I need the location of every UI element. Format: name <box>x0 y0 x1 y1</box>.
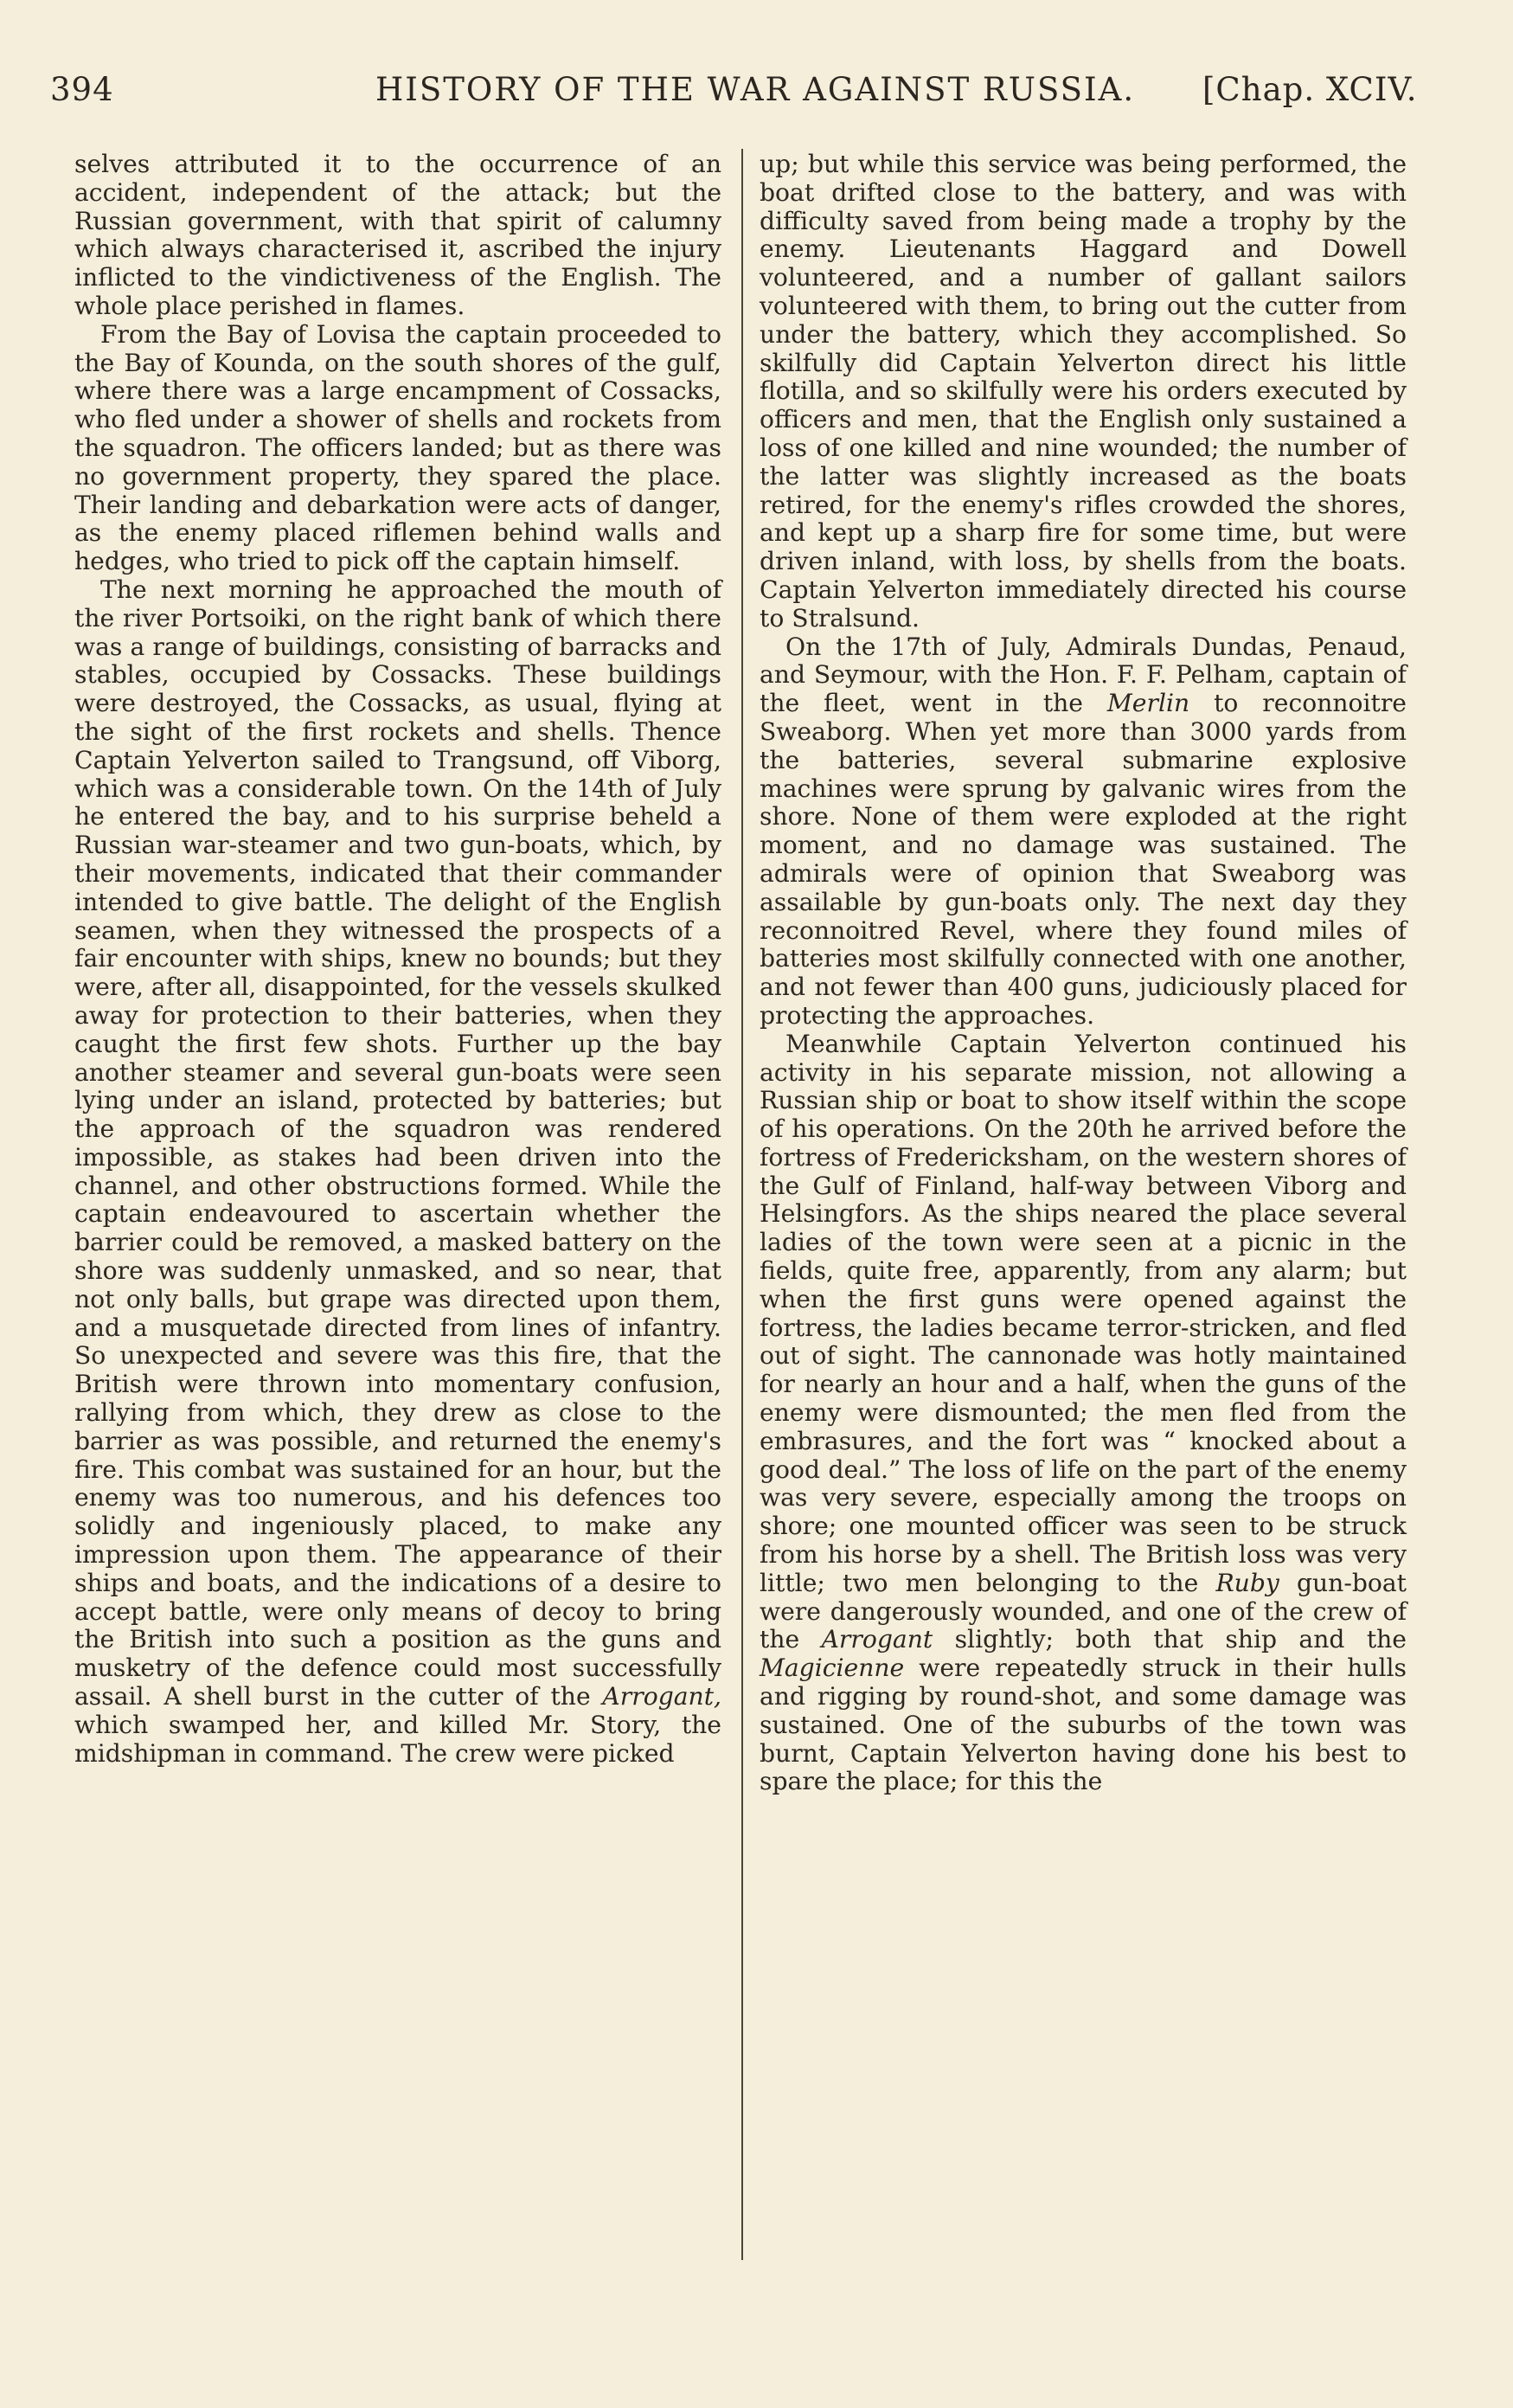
left-paragraph-1: selves attributed it to the occurrence of an accident, independent of the attack; but the Russian government, with that spirit of calumny which always characterised it, ascribed the injury inflicted to the vindictiveness of the English. The whole place perished in flames. <box>74 150 721 320</box>
left-paragraph-2: From the Bay of Lovisa the captain proceeded to the Bay of Kounda, on the south shores of the gulf, where there was a large encampment of Cossacks, who fled under a shower of shells and rockets from the squadron. The officers landed; but as there was no government property, they spared the place. Their landing and debarkation were acts of danger, as the enemy placed riflemen behind walls and hedges, who tried to pick off the captain himself. <box>74 319 721 576</box>
right-paragraph-2-end: to reconnoitre Sweaborg. When yet more than 3000 yards from the batteries, several submarine explosive machines were sprung by galvanic wires from the shore. None of them were exploded at the right moment, and no damage was sustained. The admirals were of opinion that Sweaborg was assailable by gun-boats only. The next day they reconnoitred Revel, where they found miles of batteries most skilfully connected with one another, and not fewer than 400 guns, judiciously placed for protecting the approaches. <box>760 689 1407 1030</box>
right-paragraph-3-text-c: slightly; both that ship and the <box>954 1625 1407 1654</box>
ship-name-ruby: Ruby <box>1215 1568 1279 1597</box>
ship-name-arrogant-2: Arrogant <box>821 1625 933 1654</box>
left-paragraph-3-text: The next morning he approached the mouth of the river Portsoiki, on the right bank of which there was a range of buildings, consisting of barracks and stables, occupied by Cossacks. These buildings were destroyed, the Cossacks, as usual, flying at the sight of the first rockets and shells. Thence Captain Yelverton sailed to Trangsund, off Viborg, which was a considerable town. On the 14th of July he entered the bay, and to his surprise beheld a Russian war-steamer and two gun-boats, which, by their movements, indicated that their commander intended to give battle. The delight of the English seamen, when they witnessed the prospects of a fair encounter with ships, knew no bounds; but they were, after all, disappointed, for the vessels skulked away for protection to their batteries, when they caught the first few shots. Further up the bay another steamer and several gun-boats were seen lying under an island, protected by batteries; but the approach of the squadron was rendered impossible, as stakes had been driven into the channel, and other obstructions formed. While the captain endeavoured to ascertain whether the barrier could be removed, a masked battery on the shore was suddenly unmasked, and so near, that not only balls, but grape was directed upon them, and a musquetade directed from lines of infantry. So unexpected and severe was this fire, that the British were thrown into momentary confusion, rallying from which, they drew as close to the barrier as was possible, and returned the enemy's fire. This combat was sustained for an hour, but the enemy was too numerous, and his defences too solidly and ingeniously placed, to make any impression upon them. The appearance of their ships and boats, and the indications of a desire to accept battle, were only means of decoy to bring the British into such a position as the guns and musketry of the defence could most successfully assail. A shell burst in the cutter of the <box>74 575 721 1711</box>
left-column <box>74 151 721 1768</box>
right-paragraph-3-text-d: were repeatedly struck in their hulls and rigging by round-shot, and some damage was sustained. One of the suburbs of the town was burnt, Captain Yelverton having done his best to spare the place; for this the <box>760 1653 1407 1796</box>
right-paragraph-3-text: Meanwhile Captain Yelverton continued his activity in his separate mission, not allowing a Russian ship or boat to show itself within the scope of his operations. On the 20th he arrived before the fortress of Fredericksham, on the western shores of the Gulf of Finland, half-way between Viborg and Helsingfors. As the ships neared the place several ladies of the town were seen at a picnic in the fields, quite free, apparently, from any alarm; but when the first guns were opened against the fortress, the ladies became terror-stricken, and fled out of sight. The cannonade was hotly maintained for nearly an hour and a half, when the guns of the enemy were dismounted; the men fled from the embrasures, and the fort was “ knocked about a good deal.” The loss of life on the part of the enemy was very severe, especially among the troops on shore; one mounted officer was seen to be struck from his horse by a shell. The British loss was very little; two men belonging to the <box>760 1029 1407 1597</box>
ship-name-merlin: Merlin <box>1106 689 1190 718</box>
running-title: HISTORY OF THE WAR AGAINST RUSSIA. <box>375 71 1136 108</box>
left-paragraph-3 <box>74 576 721 1768</box>
left-paragraph-3-end: which swamped her, and killed Mr. Story, the midshipman in command. The crew were picked <box>74 1710 721 1768</box>
column-divider <box>741 149 743 2260</box>
right-paragraph-2-text: On the 17th of July, Admirals Dundas, Penaud, and Seymour, with the Hon. F. F. Pelham, captain of the fleet, went in the <box>760 632 1407 718</box>
right-paragraph-3-text-b: gun-boat were dangerously wounded, and one of the crew of the <box>760 1568 1407 1654</box>
right-column <box>760 151 1407 1796</box>
right-paragraph-1: up; but while this service was being performed, the boat drifted close to the battery, and was with difficulty saved from being made a trophy by the enemy. Lieutenants Haggard and Dowell volunteered, and a number of gallant sailors volunteered with them, to bring out the cutter from under the battery, which they accomplished. So skilfully did Captain Yelverton direct his little flotilla, and so skilfully were his orders executed by officers and men, that the English only sustained a loss of one killed and nine wounded; the number of the latter was slightly increased as the boats retired, for the enemy's rifles crowded the shores, and kept up a sharp fire for some time, but were driven inland, with loss, by shells from the boats. Captain Yelverton immediately directed his course to Stralsund. <box>760 150 1407 633</box>
ship-name-arrogant: Arrogant, <box>602 1682 721 1711</box>
page-header <box>42 71 1460 123</box>
chapter-reference: [Chap. XCIV. <box>1202 71 1418 108</box>
right-paragraph-3 <box>760 1031 1407 1797</box>
ship-name-magicienne: Magicienne <box>760 1653 905 1683</box>
right-paragraph-2 <box>760 633 1407 1031</box>
page-number: 394 <box>50 71 114 108</box>
